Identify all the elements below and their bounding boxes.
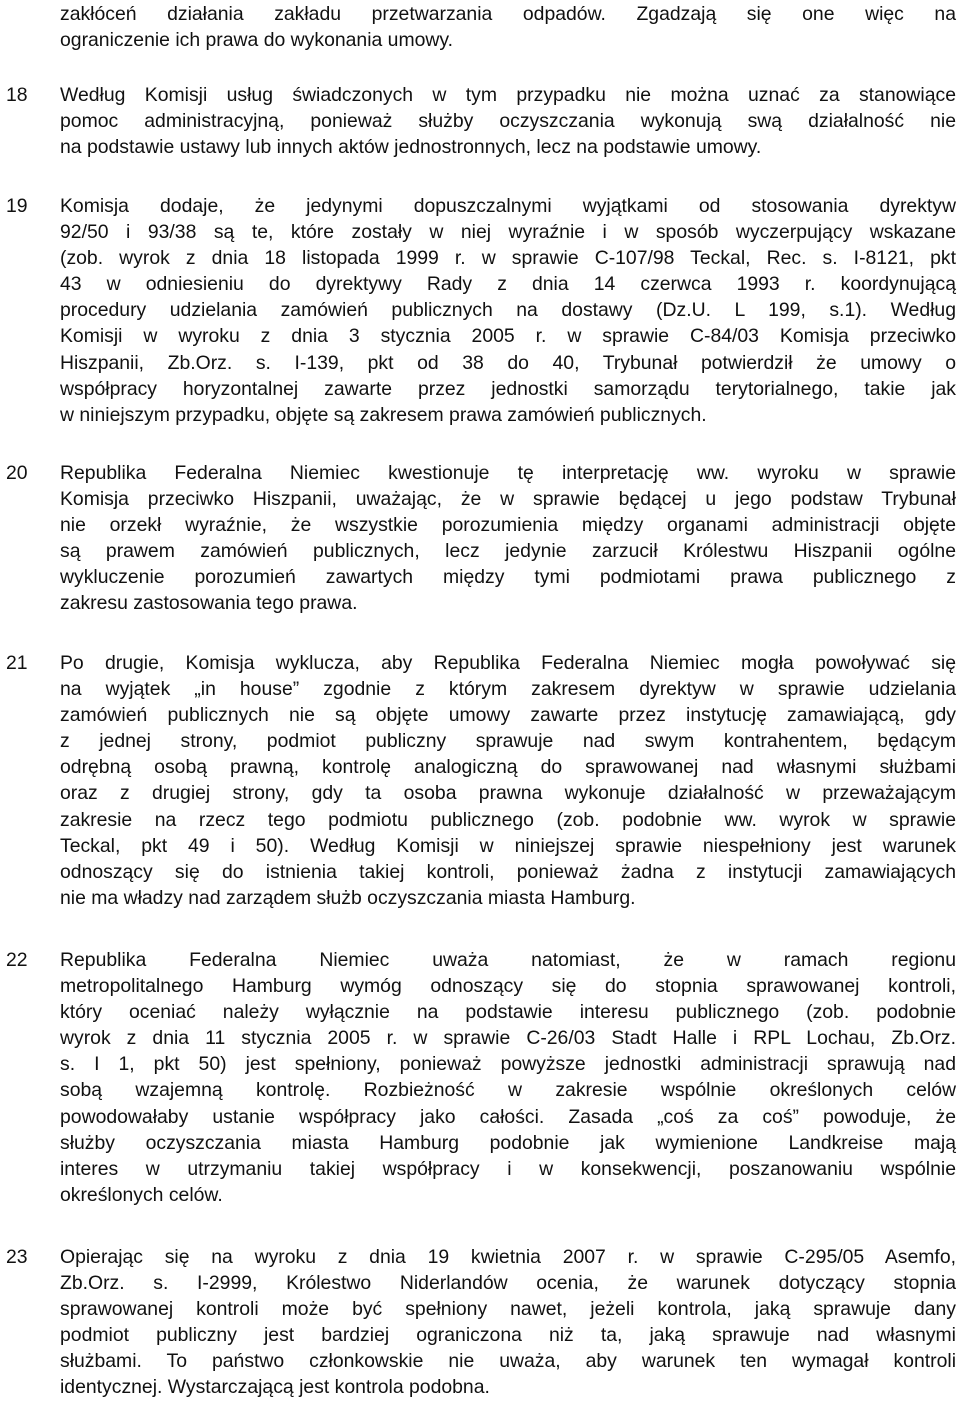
paragraph-line: 43 w odniesieniu do dyrektywy Rady z dnia 14 czerwca 1993 r. koordynującą	[60, 273, 956, 296]
paragraph-line: zamówień publicznych nie są objęte umowy zawarte przez instytucję zamawiającą, gdy	[60, 704, 956, 727]
paragraph-line: na wyjątek „in house” zgodnie z którym zakresem dyrektyw w sprawie udzielania	[60, 678, 956, 701]
paragraph-line: służby oczyszczania miasta Hamburg podobnie jak wymienione Landkreise mają	[60, 1131, 956, 1154]
paragraph-line: sprawowanej kontroli może być spełniony nawet, jeżeli kontrola, jaką sprawuje dany	[60, 1298, 956, 1321]
paragraph-line: zakresu zastosowania tego prawa.	[60, 592, 358, 615]
paragraph-number: 22	[6, 949, 28, 971]
paragraph-line: Teckal, pkt 49 i 50). Według Komisji w niniejszej sprawie niespełniony jest warunek	[60, 834, 956, 857]
paragraph-line: w niniejszym przypadku, objęte są zakresem prawa zamówień publicznych.	[60, 403, 707, 426]
paragraph-line: wykluczenie porozumień zawartych między tymi podmiotami prawa publicznego z	[60, 566, 956, 589]
paragraph-line: Opierając się na wyroku z dnia 19 kwietnia 2007 r. w sprawie C-295/05 Asemfo,	[60, 1246, 956, 1268]
paragraph-line: współpracy horyzontalnej zawarte przez jednostki samorządu terytorialnego, takie jak	[60, 377, 956, 400]
paragraph-line: który oceniać należy wyłącznie na podstawie interesu publicznego (zob. podobnie	[60, 1001, 956, 1024]
paragraph-line: zakresie na rzecz tego podmiotu publicznego (zob. podobnie ww. wyrok w sprawie	[60, 808, 956, 831]
paragraph-line: pomoc administracyjną, ponieważ służby oczyszczania wykonują swą działalność nie	[60, 110, 956, 133]
paragraph-line: metropolitalnego Hamburg wymóg odnoszący się do stopnia sprawowanej kontroli,	[60, 975, 956, 998]
paragraph-number: 23	[6, 1246, 28, 1268]
paragraph-line: nie ma władzy nad zarządem służb oczyszczania miasta Hamburg.	[60, 886, 636, 909]
paragraph-line: Komisji w wyroku z dnia 3 stycznia 2005 r. w sprawie C-84/03 Komisja przeciwko	[60, 325, 956, 348]
paragraph-line: Hiszpanii, Zb.Orz. s. I-139, pkt od 38 do 40, Trybunał potwierdził że umowy o	[60, 351, 956, 374]
paragraph-line: wyrok z dnia 11 stycznia 2005 r. w sprawie C-26/03 Stadt Halle i RPL Lochau, Zb.Orz.	[60, 1027, 956, 1050]
paragraph-line: powodowałaby ustanie współpracy jako całości. Zasada „coś za coś” powoduje, że	[60, 1105, 956, 1128]
paragraph-line: sobą wzajemną kontrolę. Rozbieżność w zakresie wspólnie określonych celów	[60, 1079, 956, 1102]
paragraph-number: 20	[6, 462, 28, 484]
paragraph-line: identycznej. Wystarczającą jest kontrola podobna.	[60, 1376, 490, 1399]
paragraph-line: ograniczenie ich prawa do wykonania umowy.	[60, 29, 454, 52]
paragraph-line: na podstawie ustawy lub innych aktów jednostronnych, lecz na podstawie umowy.	[60, 136, 762, 159]
paragraph-line: nie orzekł wyraźnie, że wszystkie porozumienia między organami administracji objęte	[60, 514, 956, 537]
paragraph-line: Po drugie, Komisja wyklucza, aby Republika Federalna Niemiec mogła powoływać się	[60, 652, 956, 674]
paragraph-line: z jednej strony, podmiot publiczny sprawuje nad swym kontrahentem, będącym	[60, 730, 956, 753]
paragraph-line: Komisja przeciwko Hiszpanii, uważając, że w sprawie będącej u jego podstaw Trybunał	[60, 488, 956, 511]
paragraph-line: interes w utrzymaniu takiej współpracy i w konsekwencji, poszanowaniu wspólnie	[60, 1157, 956, 1180]
paragraph-line: odrębną osobą prawną, kontrolę analogiczną do sprawowanej nad własnymi służbami	[60, 756, 956, 779]
paragraph-line: 92/50 i 93/38 są te, które zostały w niej wyraźnie i w sposób wyczerpujący wskazane	[60, 221, 956, 244]
paragraph-line: określonych celów.	[60, 1183, 223, 1206]
paragraph-line: oraz z drugiej strony, gdy ta osoba prawna wykonuje działalność w przeważającym	[60, 782, 956, 805]
paragraph-line: s. I 1, pkt 50) jest spełniony, ponieważ powyższe jednostki administracji sprawują nad	[60, 1053, 956, 1076]
paragraph-line: procedury udzielania zamówień publicznych na dostawy (Dz.U. L 199, s.1). Według	[60, 299, 956, 322]
paragraph-line: Komisja dodaje, że jedynymi dopuszczalnymi wyjątkami od stosowania dyrektyw	[60, 195, 956, 217]
paragraph-line: odnoszący się do istnienia takiej kontroli, ponieważ żadna z instytucji zamawiających	[60, 860, 956, 883]
paragraph-number: 19	[6, 195, 28, 217]
paragraph-number: 18	[6, 84, 28, 106]
paragraph-line: służbami. To państwo członkowskie nie uważa, aby warunek ten wymagał kontroli	[60, 1350, 956, 1373]
paragraph-line: (zob. wyrok z dnia 18 listopada 1999 r. w sprawie C-107/98 Teckal, Rec. s. I-8121, pkt	[60, 247, 956, 270]
paragraph-line: Republika Federalna Niemiec uważa natomiast, że w ramach regionu	[60, 949, 956, 971]
paragraph-number: 21	[6, 652, 28, 674]
paragraph-line: Według Komisji usług świadczonych w tym przypadku nie można uznać za stanowiące	[60, 84, 956, 106]
paragraph-line: zakłóceń działania zakładu przetwarzania odpadów. Zgadzają się one więc na	[60, 3, 956, 25]
paragraph-line: są prawem zamówień publicznych, lecz jedynie zarzucił Królestwu Hiszpanii ogólne	[60, 540, 956, 563]
paragraph-line: podmiot publiczny jest bardziej ograniczona niż ta, jaką sprawuje nad własnymi	[60, 1324, 956, 1347]
paragraph-line: Republika Federalna Niemiec kwestionuje tę interpretację ww. wyroku w sprawie	[60, 462, 956, 484]
paragraph-line: Zb.Orz. s. I-2999, Królestwo Niderlandów ocenia, że warunek dotyczący stopnia	[60, 1272, 956, 1295]
